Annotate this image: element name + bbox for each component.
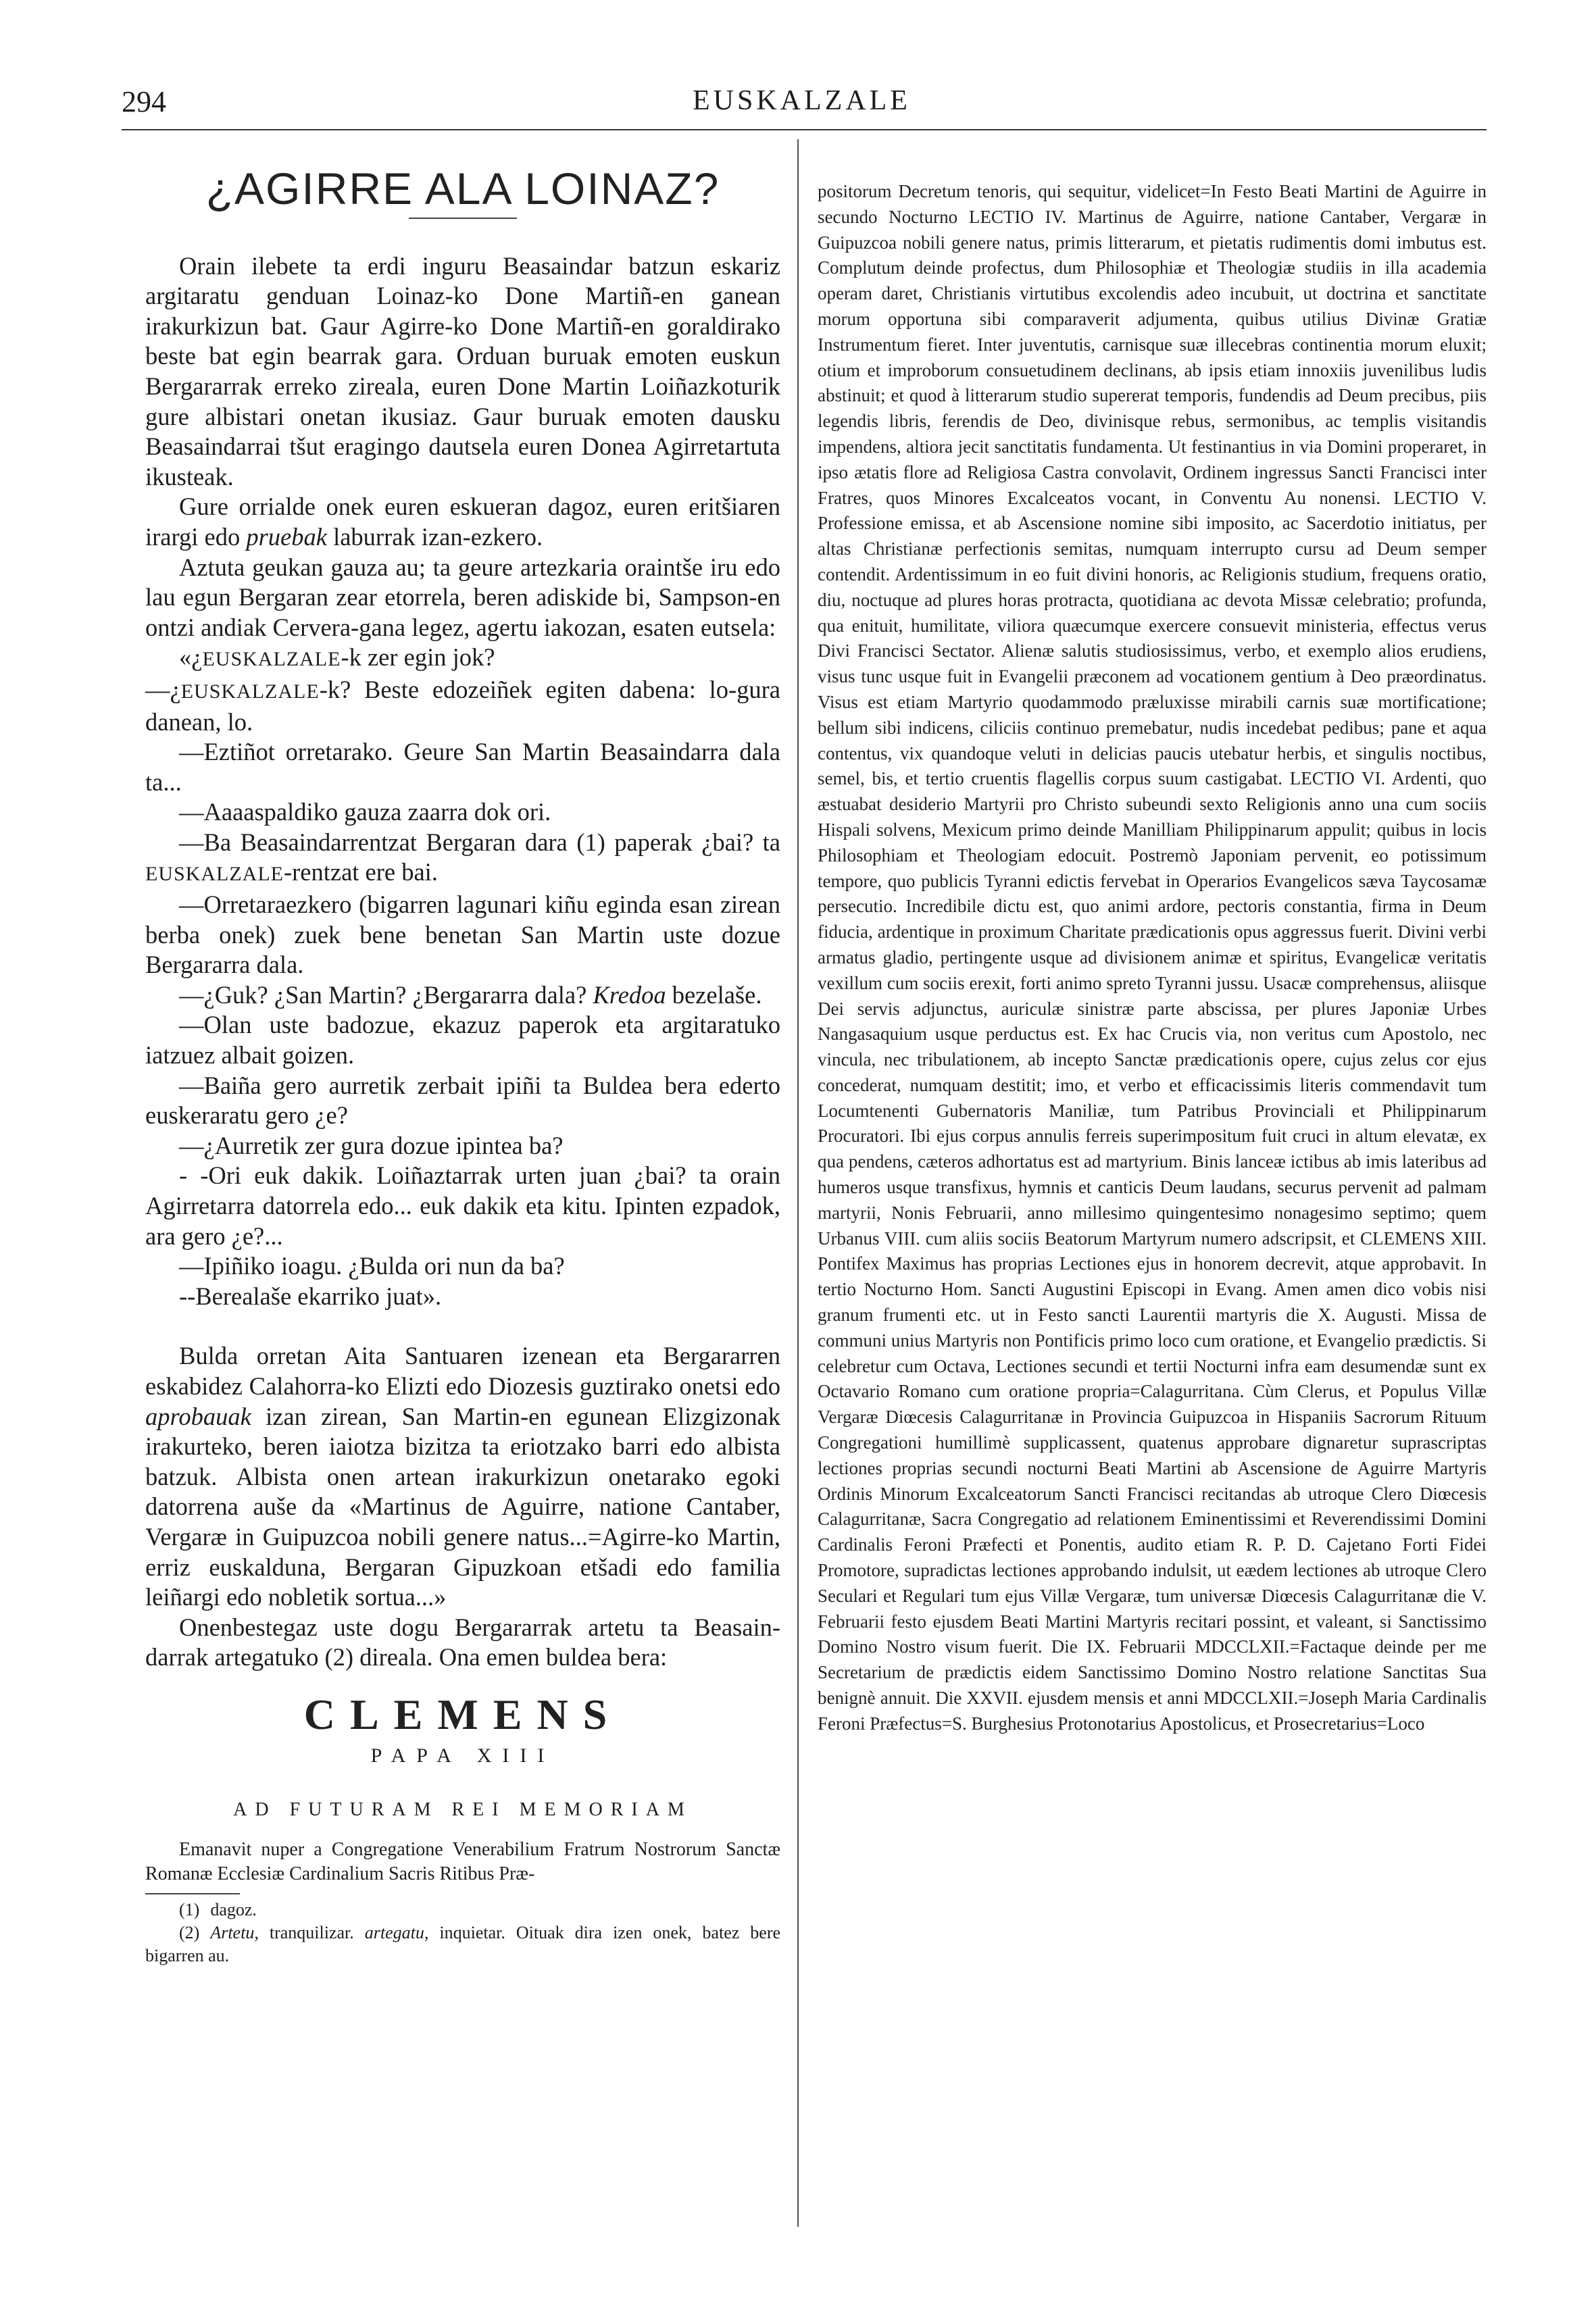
bull-intro: Emanavit nuper a Congregatione Venerabilium Fratrum Nostrorum Sanctæ Romanæ Ecclesiæ Cardinalium Sacris Ritibus Præ- <box>145 1838 780 1884</box>
dialogue-line: —Ipiñiko ioagu. ¿Bulda ori nun da ba? <box>179 1252 565 1280</box>
article-title: ¿AGIRRE ALA LOINAZ? <box>205 164 720 213</box>
dialogue-line: —Eztiñot orretarako. Geure San Martin Beasaindarra dala ta... <box>145 738 780 796</box>
dialogue-line: —Orretaraezkero (bigarren lagunari kiñu eginda esan zirean berba onek) zuek bene benetan San Martin uste dozue Bergararra dala. <box>145 890 780 979</box>
dialogue-line: --Berealaše ekarriko juat». <box>179 1282 442 1310</box>
header-rule <box>122 129 1487 130</box>
dialogue-line: —Ba Beasaindarrentzat Bergaran dara (1) paperak ¿bai? ta EUSKALZALE-rentzat ere bai. <box>145 828 780 886</box>
dialogue-line: —¿Aurretik zer gura dozue ipintea ba? <box>179 1131 564 1159</box>
paragraph: Aztuta geukan gauza au; ta geure artezkaria oraintše iru edo lau egun Bergaran zear etorrela, beren adiskide bi, Sampson-en ontzi andiak Cervera-gana legez, agertu iakozan, esaten eutsela: <box>145 553 780 641</box>
paragraph: Onenbestegaz uste dogu Bergararrak artetu ta Beasain-darrak artegatuko (2) direala. Ona emen buldea bera: <box>145 1613 780 1671</box>
right-column <box>818 179 1487 1737</box>
footnote: (2) Artetu, tranquilizar. artegatu, inquietar. Oituak dira izen onek, batez bere bigarren au. <box>145 1922 781 1965</box>
column-divider <box>797 139 799 2227</box>
paragraph: Bulda orretan Aita Santuaren izenean eta Bergararren eskabidez Calahorra-ko Elizti edo Diozesis guztirako onetsi edo aprobauak izan zirean, San Martin-en egunean Elizgizonak irakurteko, beren iaiotza bizitza ta eriotzako barri edo albista batzuk. Albista onen artean irakurkizun onetarako egoki datorrena auše da «Martinus de Aguirre, natione Cantaber, Vergaræ in Guipuzcoa nobili genere natus...=Agirre-ko Martin, erriz euskalduna, Bergaran Gipuzkoan etšadi edo familia leiñargi edo nobletik sortua...» <box>145 1342 780 1611</box>
dialogue-line: —Aaaaspaldiko gauza zaarra dok ori. <box>179 798 551 826</box>
title-rule <box>409 218 517 219</box>
dialogue-line: —Olan uste badozue, ekazuz paperok eta argitaratuko iatzuez albait goizen. <box>145 1011 780 1070</box>
left-column <box>145 166 780 1967</box>
dialogue-line: —¿EUSKALZALE-k? Beste edozeiñek egiten dabena: lo-gura danean, lo. <box>145 675 780 736</box>
paragraph: Gure orrialde onek euren eskueran dagoz, euren eritšiaren irargi edo pruebak laburrak izan-ezkero. <box>145 493 780 551</box>
dialogue-line: - -Ori euk dakik. Loiñaztarrak urten juan ¿bai? ta orain Agirretarra datorrela edo... euk dakik eta kitu. Ipinten ezpadok, ara gero ¿e?... <box>145 1161 780 1250</box>
bull-subheading: PAPA XIII <box>370 1744 555 1767</box>
running-header <box>122 71 1487 136</box>
bull-heading: CLEMENS <box>303 1690 622 1738</box>
dialogue-line: «¿EUSKALZALE-k zer egin jok? <box>179 643 495 672</box>
paragraph: Orain ilebete ta erdi inguru Beasaindar batzun eskariz argitaratu genduan Loinaz-ko Done Martiñ-en ganean irakurkizun bat. Gaur Agirre-ko Done Martiñ-en goraldirako beste bat egin bearrak gara. Orduan buruak emoten euskun Bergararrak erreko zireala, euren Done Martin Loiñazkoturik gure albistari onetan ikusiaz. Gaur buruak emoten dausku Beasaindarrai tšut eragingo dautsela euren Donea Agirretartuta ikusteak. <box>145 251 780 491</box>
footnote: (1) dagoz. <box>179 1899 257 1919</box>
footnote-rule <box>145 1893 240 1894</box>
page-number: 294 <box>122 85 166 118</box>
latin-text: positorum Decretum tenoris, qui sequitur, videlicet=In Festo Beati Martini de Aguirre in secundo Nocturno LECTIO IV. Martinus de Aguirre, natione Cantaber, Vergaræ in Guipuzcoa nobili genere natus, primis litterarum, et pietatis rudimentis domi imbutus est. Complutum deinde profectus, dum Philosophiæ et Theologiæ studiis in illa academia operam daret, Christianis virtutibus excolendis adeo incubuit, ut doctrina et sanctitate morum opportuna sibi comparaverit adjumenta, quibus utilius Divinæ Gratiæ Instrumentum fieret. Inter juventutis, carnisque suæ illecebras continentia morum eluxit; otium et improborum consuetudinem declinans, ab ipsis etiam innoxiis juvenilibus ludis abstinuit; et quod à litterarum studio supererat temporis, fundendis ad Deum precibus, piis legendis libris, ferendis de Deo, divinisque rebus, sermonibus, ac templis visitandis impendens, altiora jecit sanctitatis fundamenta. Ut festinantius in via Domini properaret, in ipso ætatis flore ad Religiosa Castra convolavit, Ordinem ingressus Sancti Francisci inter Fratres, quos Minores Excalceatos vocant, in Conventu Au nonensi. LECTIO V. Professione emissa, et ab Ascensione nomine sibi imposito, ac Sacerdotio initiatus, per altas Christianæ perfectionis semitas, numquam interrupto cursu ad Deum semper contendit. Ardentissimum in eo fuit divini honoris, ac Religionis studium, frequens oratio, diu, noctuque ad plures horas protracta, quotidiana ac devota Missæ celebratio; profunda, qua enituit, humilitate, viliora quæcumque exercere consuevit ministeria, effectus verus Divi Francisci Sectator. Alienæ salutis studiosissimus, verbo, et exemplo alios erudiens, visus tunc usque fuit in Evangelii præconem ad vocationem gentium à Deo præordinatus. Visus est etiam Martyrio quodammodo præluxisse mirabili carnis suæ mortificatione; bellum sibi indicens, ciliciis continuo premebatur, nudis incedebat pedibus; pane et aqua contentus, vix quandoque veluti in delicias paucis utebatur herbis, et singulis noctibus, semel, bis, et tertio cruentis flagellis corpus suum castigabat. LECTIO VI. Ardenti, quo æstuabat desiderio Martyrii pro Christo subeundi sexto Religionis anno una cum sociis Hispali solvens, Mexicum primo deinde Manilliam Philippinarum appulit; quibus in locis Philosophiam et Theologiam edocuit. Postremò Japoniam pervenit, eo potissimum tempore, quo publicis Tyranni edictis fervebat in Operarios Evangelicos sæva Taycosamæ persecutio. Incredibile dictu est, quo animi ardore, pectoris constantia, firma in Deum fiducia, ardentique in proximum Charitate prædicationis opus aggressus fuerit. Divini verbi armatus gladio, pertingente usque ad divisionem animæ et spiritus, Evangelicæ veritatis vexillum cum sociis erexit, forti animo spreto Tyranni jussu. Usacæ comprehensus, aliisque Dei servis adjunctus, auriculæ sinistræ parte abscissa, per plures Japoniæ Urbes Nangasaquium usque perductus est. Ex hac Crucis via, non veritus cum Apostolo, nec vincula, nec tribulationem, ab incepto Sanctæ prædicationis opere, cujus zelus cor ejus concederat, numquam destitit; imo, et verbo et efficacissimis literis commendavit tum Locumtenenti Gubernatoris Maniliæ, tum Patribus Provinciali et Philippinarum Procuratori. Ibi ejus corpus annulis ferreis superimpositum fuit cruci in altum elevatæ, ex qua pendens, cæteros adhortatus est ad martyrium. Binis lanceæ ictibus ab imis lateribus ad humeros usque transfixus, hymnis et canticis Deum laudans, securus pervenit ad palmam martyrii, Nonis Februarii, anno millesimo quingentesimo nonagesimo septimo; quem Urbanus VIII. cum aliis sociis Beatorum Martyrum numero adscripsit, et CLEMENS XIII. Pontifex Maximus has proprias Lectiones ejus in honorem decrevit, atque approbavit. In tertio Nocturno Hom. Sancti Augustini Episcopi in Evang. Amen amen dico vobis nisi granum frumenti etc. ut in Festo sancti Laurentii martyris die X. Augusti. Missa de communi unius Martyris non Pontificis primo loco cum oratione, et Evangelio prædictis. Si celebretur cum Octava, Lectiones secundi et tertii Nocturni infra eam desumendæ sunt ex Octavario Romano cum oratione propria=Calagurritana. Cùm Clerus, et Populus Villæ Vergaræ Diœcesis Calagurritanæ in Provincia Guipuzcoa in Hispaniis Sacrorum Rituum Congregationi humillimè supplicassent, quatenus approbare dignaretur suprascriptas lectiones proprias secundi nocturni Beati Martini ab Ascensione de Aguirre Martyris Ordinis Minorum Excalceatorum Sancti Francisci recitandas ab utroque Clero Diœcesis Calagurritanæ, Sacra Congregatio ad relationem Eminentissimi et Reverendissimi Domini Cardinalis Feroni Præfecti et Ponentis, audito etiam R. P. D. Cajetano Forti Fidei Promotore, supradictas lectiones approbando indulsit, ut eædem lectiones ab utroque Clero Seculari et Regulari tum ejus Villæ Vergaræ, tum universæ Diœcesis Calagurritanæ die V. Februarii festo ejusdem Beati Martini Martyris recitari possint, et valeant, si Sanctissimo Domino Nostro visum fuerit. Die IX. Februarii MDCCLXII.=Factaque deinde per me Secretarium de prædictis eidem Sanctissimo Domino Nostro relatione Sanctitas Sua benignè annuit. Die XXVII. ejusdem mensis et anni MDCCLXII.=Joseph Maria Cardinalis Feroni Præfectus=S. Burghesius Protonotarius Apostolicus, et Prosecretarius=Loco <box>818 181 1487 1734</box>
dialogue-line: —Baiña gero aurretik zerbait ipiñi ta Buldea bera ederto euskeraratu gero ¿e? <box>145 1071 780 1130</box>
dialogue-line: —¿Guk? ¿San Martin? ¿Bergararra dala? Kredoa bezelaše. <box>179 980 762 1009</box>
bull-formula: AD FUTURAM REI MEMORIAM <box>233 1799 693 1821</box>
running-title: EUSKALZALE <box>693 85 911 116</box>
